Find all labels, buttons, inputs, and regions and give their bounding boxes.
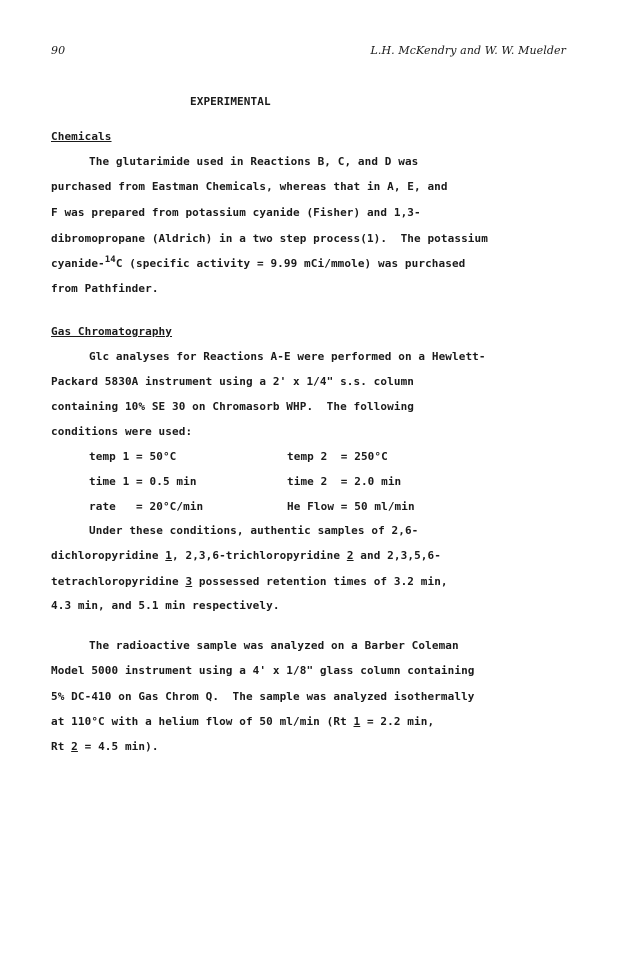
text-run: dichloropyridine	[51, 549, 166, 562]
compound-number: 2	[71, 740, 78, 753]
text-run: possessed retention times of 3.2 min,	[192, 575, 448, 588]
gc-line-2: Packard 5830A instrument using a 2' x 1/4" s.s. column	[51, 375, 415, 388]
gc-heading: Gas Chromatography	[51, 325, 173, 338]
chemicals-line-6: from Pathfinder.	[51, 282, 159, 295]
gc-p2-line-2	[51, 549, 441, 562]
condition-right: time 2 = 2.0 min	[287, 475, 402, 488]
gc-line-3: containing 10% SE 30 on Chromasorb WHP. The following	[51, 400, 415, 413]
compound-number: 2	[346, 549, 354, 562]
chemicals-heading: Chemicals	[51, 130, 112, 143]
compound-number: 1	[353, 715, 361, 728]
text-run: and 2,3,5,6-	[353, 549, 441, 562]
gc-line-1: Glc analyses for Reactions A-E were performed on a Hewlett-	[89, 350, 486, 363]
text-run: at 110°C with a helium flow of 50 ml/min (Rt	[51, 715, 354, 728]
page-number: 90	[51, 44, 66, 57]
gc-p3-line-5	[51, 740, 159, 753]
condition-right: He Flow = 50 ml/min	[287, 500, 415, 513]
chemicals-line-4: dibromopropane (Aldrich) in a two step process(1). The potassium	[51, 232, 488, 245]
text-run: = 2.2 min,	[360, 715, 435, 728]
text-run: Rt	[51, 740, 72, 753]
gc-p3-line-2: Model 5000 instrument using a 4' x 1/8" glass column containing	[51, 664, 475, 677]
text-run: , 2,3,6-trichloropyridine	[172, 549, 347, 562]
gc-p2-line-4: 4.3 min, and 5.1 min respectively.	[51, 599, 280, 612]
gc-p2-line-3	[51, 575, 448, 588]
gc-p2-line-1: Under these conditions, authentic samples of 2,6-	[89, 524, 419, 537]
gc-p3-line-1: The radioactive sample was analyzed on a Barber Coleman	[89, 639, 459, 652]
compound-number: 1	[165, 549, 173, 562]
running-head: L.H. McKendry and W. W. Muelder	[370, 44, 566, 57]
text-run: = 4.5 min).	[77, 740, 159, 753]
chemicals-line-5	[51, 257, 465, 270]
cyanide-text: cyanide-	[51, 257, 105, 270]
isotope-superscript: 14	[104, 255, 116, 265]
condition-right: temp 2 = 250°C	[287, 450, 388, 463]
condition-left: rate = 20°C/min	[89, 500, 204, 513]
gc-p3-line-3: 5% DC-410 on Gas Chrom Q. The sample was analyzed isothermally	[51, 690, 475, 703]
section-title: EXPERIMENTAL	[190, 95, 271, 108]
condition-left: time 1 = 0.5 min	[89, 475, 197, 488]
gc-p3-line-4	[51, 715, 434, 728]
chemicals-line-2: purchased from Eastman Chemicals, whereas that in A, E, and	[51, 180, 448, 193]
gc-line-4: conditions were used:	[51, 425, 193, 438]
chemicals-line-3: F was prepared from potassium cyanide (Fisher) and 1,3-	[51, 206, 421, 219]
cyanide-rest: C (specific activity = 9.99 mCi/mmole) was purchased	[115, 257, 466, 270]
compound-number: 3	[185, 575, 193, 588]
text-run: tetrachloropyridine	[51, 575, 186, 588]
chemicals-line-1: The glutarimide used in Reactions B, C, and D was	[89, 155, 419, 168]
condition-left: temp 1 = 50°C	[89, 450, 177, 463]
